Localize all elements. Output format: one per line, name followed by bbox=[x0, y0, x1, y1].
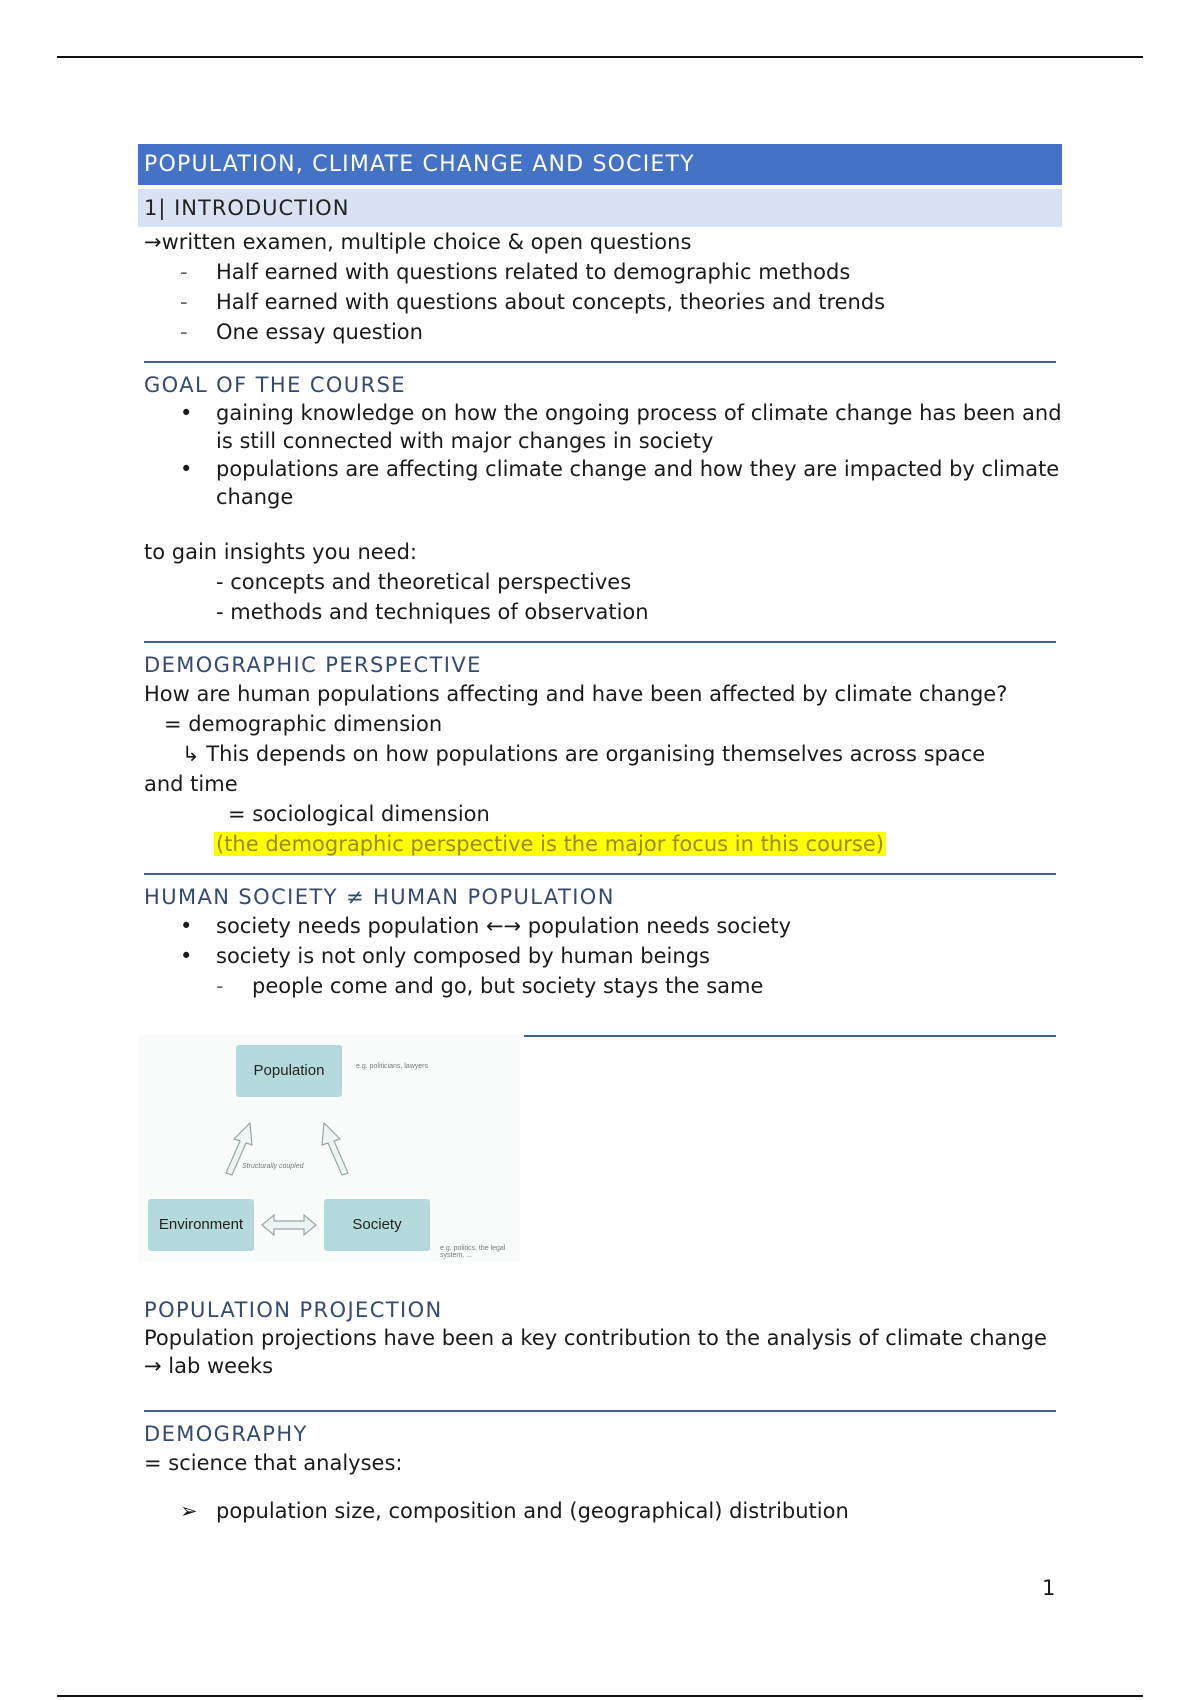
society-note: e.g. politics, the legal system, ... bbox=[440, 1245, 506, 1259]
intro-lead: →written examen, multiple choice & open questions bbox=[144, 230, 692, 254]
diagram-arrows bbox=[138, 1035, 520, 1263]
insight-item: - methods and techniques of observation bbox=[216, 600, 649, 624]
dash-marker: - bbox=[180, 290, 188, 314]
sub-list-item bbox=[144, 971, 1062, 1001]
environment-box: Environment bbox=[148, 1199, 254, 1251]
depends-continuation: and time bbox=[144, 772, 238, 796]
list-item bbox=[144, 257, 1062, 287]
depends-text: ↳ This depends on how populations are organising themselves across space bbox=[182, 742, 986, 766]
bullet-marker: • bbox=[180, 401, 193, 425]
population-box: Population bbox=[236, 1045, 342, 1097]
list-item-text: One essay question bbox=[216, 320, 423, 344]
sub-list-text: people come and go, but society stays the same bbox=[252, 974, 764, 998]
section-divider bbox=[144, 873, 1056, 875]
insights-lead: to gain insights you need: bbox=[144, 540, 417, 564]
bullet-text: populations are affecting climate change and how they are impacted by climate change bbox=[216, 457, 1060, 509]
goal-section bbox=[138, 399, 1062, 627]
society-section bbox=[138, 911, 1062, 1001]
bullet-text: society needs population ←→ population needs society bbox=[216, 914, 792, 938]
arrow-marker: ➢ bbox=[180, 1499, 198, 1523]
arrow-list-item bbox=[144, 1496, 1062, 1526]
list-item bbox=[144, 317, 1062, 347]
demographic-question: How are human populations affecting and have been affected by climate change? bbox=[144, 682, 1008, 706]
demography-section bbox=[138, 1448, 1062, 1526]
population-note: e.g. politicians, lawyers bbox=[356, 1063, 428, 1070]
section-heading-demographic: DEMOGRAPHIC PERSPECTIVE bbox=[144, 653, 482, 677]
right-arrow-icon bbox=[322, 1123, 348, 1175]
double-arrow-icon bbox=[262, 1215, 316, 1235]
bullet-text: gaining knowledge on how the ongoing process of climate change has been and is still connected with major changes in society bbox=[216, 401, 1062, 453]
bullet-item bbox=[144, 941, 1062, 971]
section-divider bbox=[144, 361, 1056, 363]
top-rule bbox=[57, 56, 1143, 58]
population-society-environment-diagram bbox=[138, 1035, 520, 1263]
intro-section bbox=[138, 227, 1062, 347]
demographic-section bbox=[138, 679, 1062, 859]
arrow-list-text: population size, composition and (geographical) distribution bbox=[216, 1499, 849, 1523]
dash-marker: - bbox=[180, 320, 188, 344]
coupled-label: Structurally coupled bbox=[242, 1163, 304, 1170]
section-heading-society: HUMAN SOCIETY ≠ HUMAN POPULATION bbox=[144, 885, 615, 909]
dash-marker: - bbox=[180, 260, 188, 284]
bottom-rule bbox=[57, 1695, 1143, 1697]
document-page bbox=[138, 144, 1062, 1526]
page-number: 1 bbox=[1042, 1576, 1056, 1600]
bullet-marker: • bbox=[180, 457, 193, 481]
bullet-text: society is not only composed by human beings bbox=[216, 944, 710, 968]
left-arrow-icon bbox=[226, 1123, 252, 1175]
list-item bbox=[144, 287, 1062, 317]
bullet-item bbox=[144, 455, 1062, 511]
section-heading-goal: GOAL OF THE COURSE bbox=[144, 373, 406, 397]
society-box: Society bbox=[324, 1199, 430, 1251]
chapter-heading: 1| INTRODUCTION bbox=[138, 189, 1062, 227]
demographic-dimension: = demographic dimension bbox=[164, 712, 443, 736]
insight-item: - concepts and theoretical perspectives bbox=[216, 570, 632, 594]
bullet-marker: • bbox=[180, 914, 193, 938]
projection-section bbox=[138, 1324, 1062, 1380]
bullet-marker: • bbox=[180, 944, 193, 968]
diagram-divider bbox=[524, 1035, 1056, 1037]
sociological-dimension: = sociological dimension bbox=[228, 802, 490, 826]
highlighted-note: (the demographic perspective is the major focus in this course) bbox=[216, 832, 884, 856]
bullet-item bbox=[144, 911, 1062, 941]
document-title: POPULATION, CLIMATE CHANGE AND SOCIETY bbox=[138, 144, 1062, 185]
section-heading-demography: DEMOGRAPHY bbox=[144, 1422, 308, 1446]
bullet-item bbox=[144, 399, 1062, 455]
projection-text: Population projections have been a key contribution to the analysis of climate change → lab weeks bbox=[144, 1326, 1047, 1378]
section-divider bbox=[144, 1410, 1056, 1412]
section-heading-projection: POPULATION PROJECTION bbox=[144, 1298, 443, 1322]
list-item-text: Half earned with questions about concepts, theories and trends bbox=[216, 290, 886, 314]
list-item-text: Half earned with questions related to demographic methods bbox=[216, 260, 851, 284]
demography-definition: = science that analyses: bbox=[144, 1451, 403, 1475]
dash-marker: - bbox=[216, 974, 224, 998]
section-divider bbox=[144, 641, 1056, 643]
